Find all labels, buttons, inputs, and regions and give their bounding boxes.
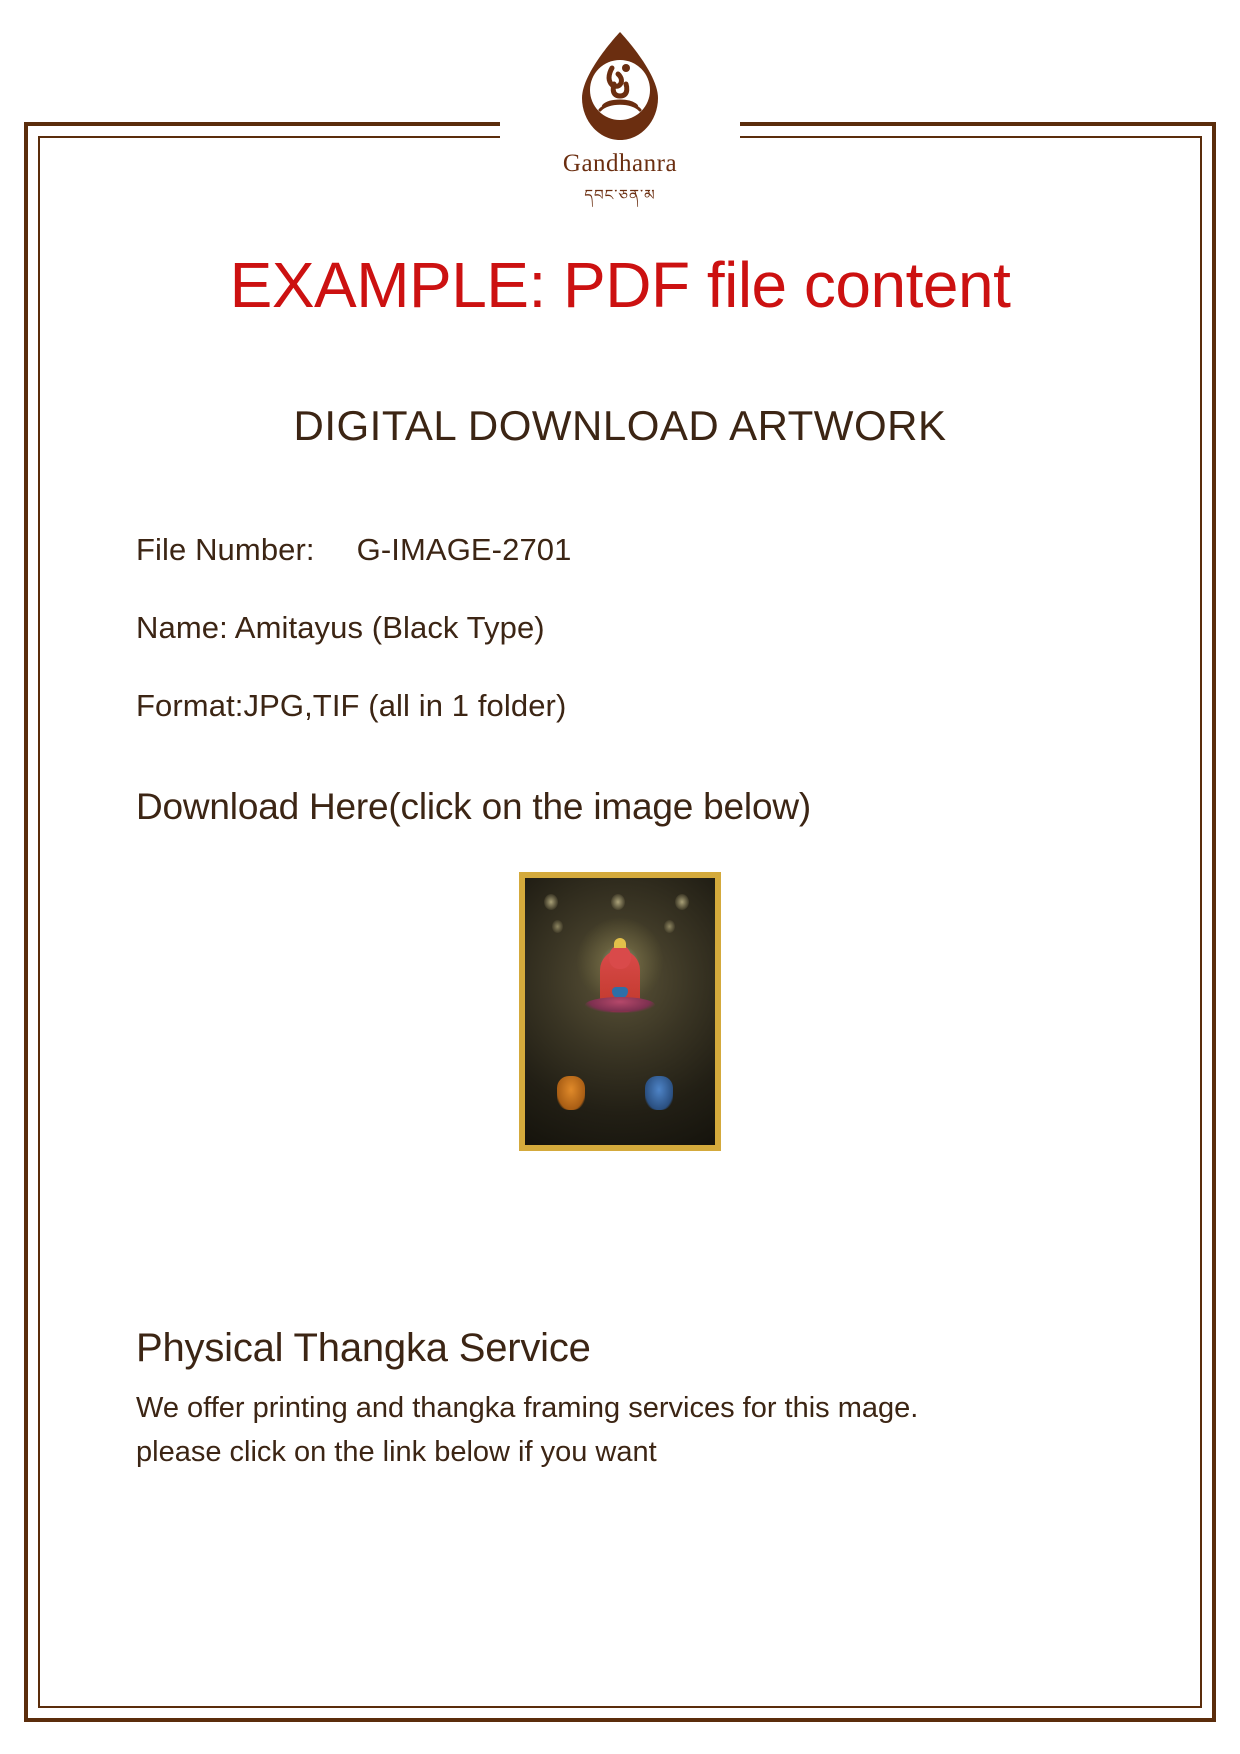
service-description-line-1: We offer printing and thangka framing services for this mage. bbox=[136, 1392, 919, 1425]
thangka-top-figure bbox=[611, 894, 625, 910]
document-content bbox=[130, 250, 1110, 1474]
artwork-name-row: Name: Amitayus (Black Type) bbox=[136, 610, 545, 646]
gandhanra-flame-logo-icon bbox=[560, 28, 680, 148]
thangka-deity-head bbox=[609, 945, 631, 969]
thangka-side-figure bbox=[664, 920, 675, 933]
file-number-row bbox=[136, 532, 1110, 568]
file-metadata bbox=[130, 532, 1110, 724]
brand-logo bbox=[0, 28, 1240, 221]
brand-tibetan-text: དབང་ཅན་མ bbox=[584, 186, 656, 204]
thangka-deity-crown bbox=[614, 938, 626, 948]
amitayus-thangka-thumbnail[interactable] bbox=[519, 872, 721, 1151]
page-title: EXAMPLE: PDF file content bbox=[229, 249, 1011, 321]
download-heading: Download Here(click on the image below) bbox=[136, 786, 811, 828]
thangka-attendant-right bbox=[645, 1076, 673, 1110]
download-thumbnail-area bbox=[130, 872, 1110, 1156]
service-title: Physical Thangka Service bbox=[136, 1326, 591, 1371]
service-description-line-2: please click on the link below if you want bbox=[136, 1435, 657, 1468]
file-number-label: File Number: bbox=[136, 532, 315, 568]
brand-name: Gandhanra bbox=[562, 150, 678, 177]
file-format-row: Format:JPG,TIF (all in 1 folder) bbox=[136, 688, 567, 724]
file-number-value: G-IMAGE-2701 bbox=[356, 532, 572, 568]
page-subtitle: DIGITAL DOWNLOAD ARTWORK bbox=[293, 402, 947, 450]
physical-service-section bbox=[130, 1326, 1110, 1474]
thangka-attendant-left bbox=[557, 1076, 585, 1110]
thangka-side-figure bbox=[552, 920, 563, 933]
